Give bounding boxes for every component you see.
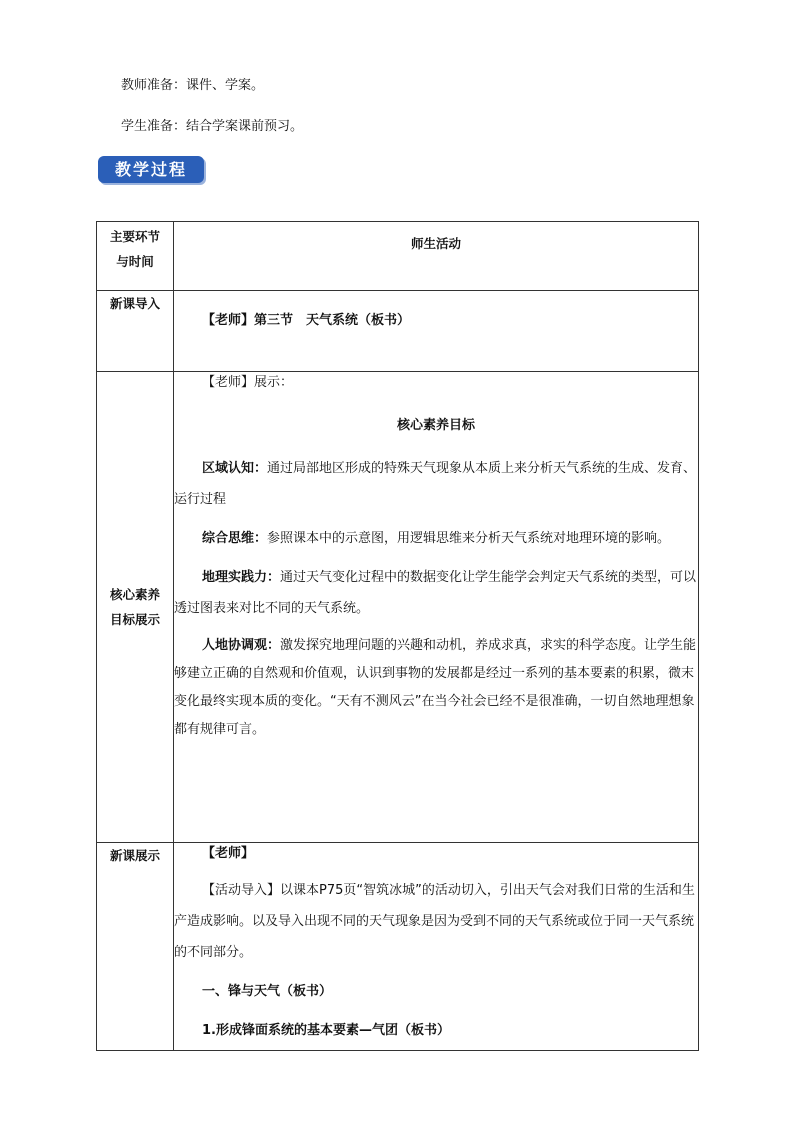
intro-label: 新课导入	[97, 291, 174, 372]
goal-text: 通过局部地区形成的特殊天气现象从本质上来分析天气系统的生成、发育、运行过程	[174, 461, 697, 507]
header-col2-text: 师生活动	[410, 236, 461, 251]
new-lesson-activity: 【活动导入】以课本P75页“智筑冰城”的活动切入，引出天气会对我们日常的生活和生产造成影响。以及导入出现不同的天气现象是因为受到不同的天气系统或位于同一天气系统的不同部分。	[174, 883, 695, 960]
goal-title: 综合思维：	[202, 531, 268, 546]
goal-title: 人地协调观：	[202, 638, 281, 653]
teaching-process-table	[96, 221, 699, 1051]
goals-label	[97, 372, 174, 843]
goal-item-harmony	[174, 632, 698, 744]
goal-item-thinking	[174, 523, 698, 554]
student-prep: 学生准备：结合学案课前预习。	[121, 119, 304, 134]
intro-content	[174, 291, 699, 372]
goal-text: 通过天气变化过程中的数据变化让学生能学会判定天气系统的类型，可以透过图表来对比不同的天气系统。	[174, 570, 697, 616]
intro-text: 【老师】第三节 天气系统（板书）	[202, 313, 411, 328]
header-col2	[174, 222, 699, 291]
goals-label-line2: 目标展示	[109, 612, 160, 627]
header-col1-line1: 主要环节	[109, 229, 160, 244]
section-title-banner: 教学过程	[98, 156, 204, 183]
new-lesson-heading1: 一、锋与天气（板书）	[202, 984, 333, 999]
table-row-new-lesson	[97, 843, 699, 1051]
goal-text: 激发探究地理问题的兴趣和动机，养成求真，求实的科学态度。让学生能够建立正确的自然观和价值观，认识到事物的发展都是经过一系列的基本要素的积累，微末变化最终实现本质的变化。“天有不测风云”在当今社会已经不是很准确，一切自然地理想象都有规律可言。	[174, 638, 697, 737]
goal-title: 区域认知：	[202, 461, 268, 476]
goals-teacher-show: 【老师】展示：	[202, 375, 294, 390]
goal-title: 地理实践力：	[202, 570, 281, 585]
header-col1-line2: 与时间	[116, 254, 154, 269]
new-lesson-teacher: 【老师】	[202, 846, 255, 861]
goals-content	[174, 372, 699, 843]
table-header-row	[97, 222, 699, 291]
new-lesson-label: 新课展示	[97, 843, 174, 1051]
new-lesson-heading2: 1.形成锋面系统的基本要素—气团（板书）	[202, 1023, 450, 1038]
new-lesson-content	[174, 843, 699, 1051]
table-row-goals	[97, 372, 699, 843]
teacher-prep: 教师准备：课件、学案。	[121, 78, 265, 93]
goal-item-practice	[174, 562, 698, 624]
table-row-intro	[97, 291, 699, 372]
goals-heading: 核心素养目标	[396, 418, 475, 433]
goals-label-line1: 核心素养	[109, 587, 160, 602]
header-col1	[97, 222, 174, 291]
goal-text: 参照课本中的示意图，用逻辑思维来分析天气系统对地理环境的影响。	[267, 531, 671, 546]
goal-item-regional	[174, 453, 698, 515]
